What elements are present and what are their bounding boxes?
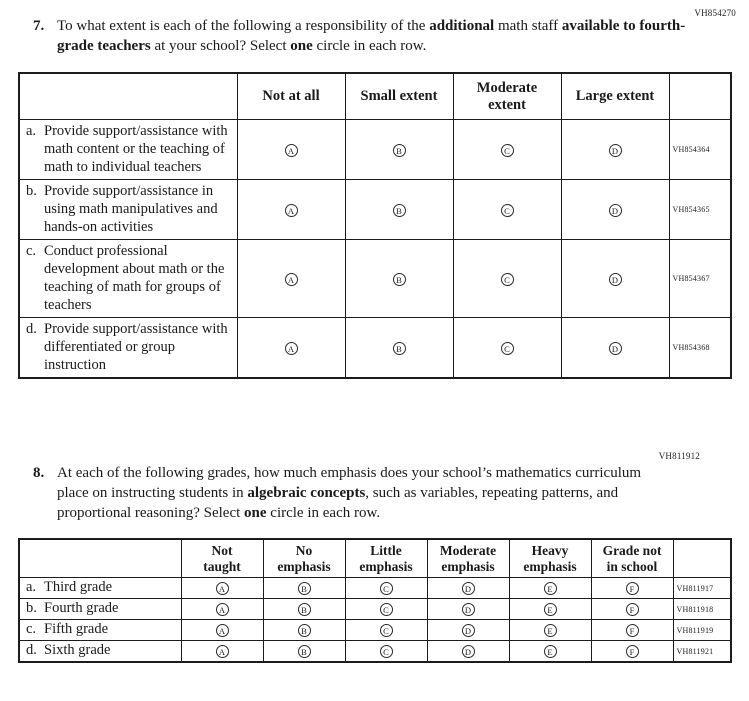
column-header: Moderate extent	[453, 73, 561, 120]
question-7-stem	[33, 17, 688, 57]
option-cell	[345, 641, 427, 662]
answer-circle[interactable]: D	[462, 645, 475, 658]
option-cell	[509, 578, 591, 599]
q8-text-part: , such as variables, repeating patterns, and proportional reasoning? Select	[57, 484, 619, 521]
q7-header-blank	[19, 73, 237, 120]
q7-row-c	[19, 240, 731, 318]
answer-circle[interactable]: D	[462, 624, 475, 637]
answer-circle[interactable]: F	[626, 582, 639, 595]
answer-circle[interactable]: B	[298, 624, 311, 637]
option-cell	[591, 641, 673, 662]
answer-circle[interactable]: C	[501, 144, 514, 157]
answer-circle[interactable]: B	[393, 204, 406, 217]
option-cell	[237, 120, 345, 180]
answer-circle[interactable]: D	[609, 342, 622, 355]
answer-circle[interactable]: A	[216, 603, 229, 616]
option-cell	[345, 180, 453, 240]
question-7-number: 7.	[33, 18, 45, 34]
column-header: Grade not in school	[591, 539, 673, 578]
answer-circle[interactable]: B	[298, 645, 311, 658]
question-7-text	[57, 17, 688, 57]
row-letter: d.	[26, 642, 37, 659]
answer-circle[interactable]: F	[626, 603, 639, 616]
row-code: VH811919	[673, 620, 731, 641]
row-letter: b.	[26, 600, 37, 617]
answer-circle[interactable]: C	[380, 624, 393, 637]
row-text: Provide support/assistance with differentiated or group instruction	[44, 321, 228, 373]
option-cell	[427, 599, 509, 620]
q8-header-row	[19, 539, 731, 578]
answer-circle[interactable]: B	[298, 603, 311, 616]
question-8-number: 8.	[33, 465, 45, 481]
q8-bold-part: algebraic concepts	[247, 484, 366, 501]
option-cell	[453, 240, 561, 318]
answer-circle[interactable]: D	[609, 204, 622, 217]
row-label	[19, 578, 181, 599]
row-letter: b.	[26, 183, 37, 200]
option-cell	[345, 599, 427, 620]
answer-circle[interactable]: C	[380, 603, 393, 616]
answer-circle[interactable]: C	[501, 342, 514, 355]
question-8-stem	[33, 464, 673, 524]
option-cell	[263, 599, 345, 620]
option-cell	[237, 240, 345, 318]
option-cell	[263, 620, 345, 641]
option-cell	[181, 641, 263, 662]
q7-accession-code: VH854270	[694, 8, 736, 18]
row-text: Fourth grade	[44, 600, 119, 617]
option-cell	[427, 641, 509, 662]
column-header: Not at all	[237, 73, 345, 120]
q7-bold-part: available to fourth-grade teachers	[57, 18, 686, 54]
option-cell	[427, 620, 509, 641]
option-cell	[345, 120, 453, 180]
answer-circle[interactable]: C	[501, 273, 514, 286]
q7-row-b	[19, 180, 731, 240]
option-cell	[453, 318, 561, 379]
q8-row-a	[19, 578, 731, 599]
answer-circle[interactable]: A	[285, 144, 298, 157]
row-text: Third grade	[44, 579, 113, 596]
answer-circle[interactable]: A	[216, 582, 229, 595]
answer-circle[interactable]: B	[393, 144, 406, 157]
option-cell	[345, 240, 453, 318]
q7-header-row	[19, 73, 731, 120]
row-letter: d.	[26, 321, 37, 338]
row-text: Fifth grade	[44, 621, 109, 638]
q8-header-blank	[19, 539, 181, 578]
option-cell	[263, 578, 345, 599]
q8-bold-part: one	[244, 504, 267, 521]
q8-text-part: At each of the following grades, how much emphasis does your school’s mathematics curriculum place on instructing students in	[57, 465, 642, 501]
q8-row-b	[19, 599, 731, 620]
option-cell	[181, 620, 263, 641]
q7-response-table	[18, 72, 732, 379]
row-code: VH811918	[673, 599, 731, 620]
option-cell	[345, 620, 427, 641]
row-letter: a.	[26, 579, 37, 596]
answer-circle[interactable]: E	[544, 624, 557, 637]
column-header: Not taught	[181, 539, 263, 578]
row-label	[19, 620, 181, 641]
answer-circle[interactable]: D	[609, 273, 622, 286]
option-cell	[237, 318, 345, 379]
q7-text-part: at your school? Select	[150, 37, 291, 54]
answer-circle[interactable]: A	[216, 624, 229, 637]
option-cell	[181, 599, 263, 620]
column-header: No emphasis	[263, 539, 345, 578]
answer-circle[interactable]: A	[216, 645, 229, 658]
answer-circle[interactable]: B	[393, 342, 406, 355]
row-text: Provide support/assistance with math content or the teaching of math to individual teachers	[44, 123, 228, 175]
q8-row-c	[19, 620, 731, 641]
option-cell	[561, 120, 669, 180]
answer-circle[interactable]: B	[298, 582, 311, 595]
option-cell	[453, 120, 561, 180]
column-header: Small extent	[345, 73, 453, 120]
q7-text-part: math staff	[494, 18, 562, 34]
answer-circle[interactable]: D	[462, 603, 475, 616]
row-letter: a.	[26, 123, 37, 140]
answer-circle[interactable]: A	[285, 204, 298, 217]
column-header: Little emphasis	[345, 539, 427, 578]
answer-circle[interactable]: D	[462, 582, 475, 595]
q8-accession-code: VH811912	[658, 451, 700, 461]
option-cell	[509, 599, 591, 620]
row-label	[19, 120, 237, 180]
row-code: VH811917	[673, 578, 731, 599]
row-text: Sixth grade	[44, 642, 111, 659]
row-code: VH854367	[669, 240, 731, 318]
answer-circle[interactable]: E	[544, 582, 557, 595]
option-cell	[561, 180, 669, 240]
option-cell	[591, 620, 673, 641]
answer-circle[interactable]: A	[285, 273, 298, 286]
row-code: VH854365	[669, 180, 731, 240]
row-code: VH811921	[673, 641, 731, 662]
row-label	[19, 180, 237, 240]
option-cell	[561, 240, 669, 318]
row-code: VH854368	[669, 318, 731, 379]
question-8-text	[57, 464, 673, 524]
answer-circle[interactable]: F	[626, 645, 639, 658]
answer-circle[interactable]: C	[501, 204, 514, 217]
option-cell	[345, 578, 427, 599]
option-cell	[427, 578, 509, 599]
option-cell	[591, 578, 673, 599]
row-label	[19, 318, 237, 379]
answer-circle[interactable]: E	[544, 645, 557, 658]
option-cell	[591, 599, 673, 620]
q8-row-d	[19, 641, 731, 662]
row-label	[19, 641, 181, 662]
answer-circle[interactable]: D	[609, 144, 622, 157]
option-cell	[237, 180, 345, 240]
q8-text-part: circle in each row.	[266, 504, 381, 521]
option-cell	[509, 620, 591, 641]
option-cell	[453, 180, 561, 240]
row-label	[19, 240, 237, 318]
row-text: Conduct professional development about math or the teaching of math for groups of teachers	[44, 243, 225, 313]
q7-row-d	[19, 318, 731, 379]
option-cell	[345, 318, 453, 379]
option-cell	[509, 641, 591, 662]
option-cell	[263, 641, 345, 662]
q7-bold-part: additional	[429, 18, 495, 34]
q7-header-code-blank	[669, 73, 731, 120]
row-text: Provide support/assistance in using math manipulatives and hands-on activities	[44, 183, 218, 235]
answer-circle[interactable]: C	[380, 645, 393, 658]
row-label	[19, 599, 181, 620]
answer-circle[interactable]: A	[285, 342, 298, 355]
column-header: Moderate emphasis	[427, 539, 509, 578]
answer-circle[interactable]: B	[393, 273, 406, 286]
option-cell	[561, 318, 669, 379]
q7-text-part: To what extent is each of the following a responsibility of the	[57, 18, 430, 34]
column-header: Large extent	[561, 73, 669, 120]
q8-header-code-blank	[673, 539, 731, 578]
answer-circle[interactable]: F	[626, 624, 639, 637]
row-letter: c.	[26, 621, 37, 638]
q8-response-table	[18, 538, 732, 663]
answer-circle[interactable]: E	[544, 603, 557, 616]
option-cell	[181, 578, 263, 599]
q7-row-a	[19, 120, 731, 180]
column-header: Heavy emphasis	[509, 539, 591, 578]
row-code: VH854364	[669, 120, 731, 180]
answer-circle[interactable]: C	[380, 582, 393, 595]
q7-text-part: circle in each row.	[312, 37, 427, 54]
q7-bold-part: one	[290, 37, 313, 54]
row-letter: c.	[26, 243, 37, 260]
